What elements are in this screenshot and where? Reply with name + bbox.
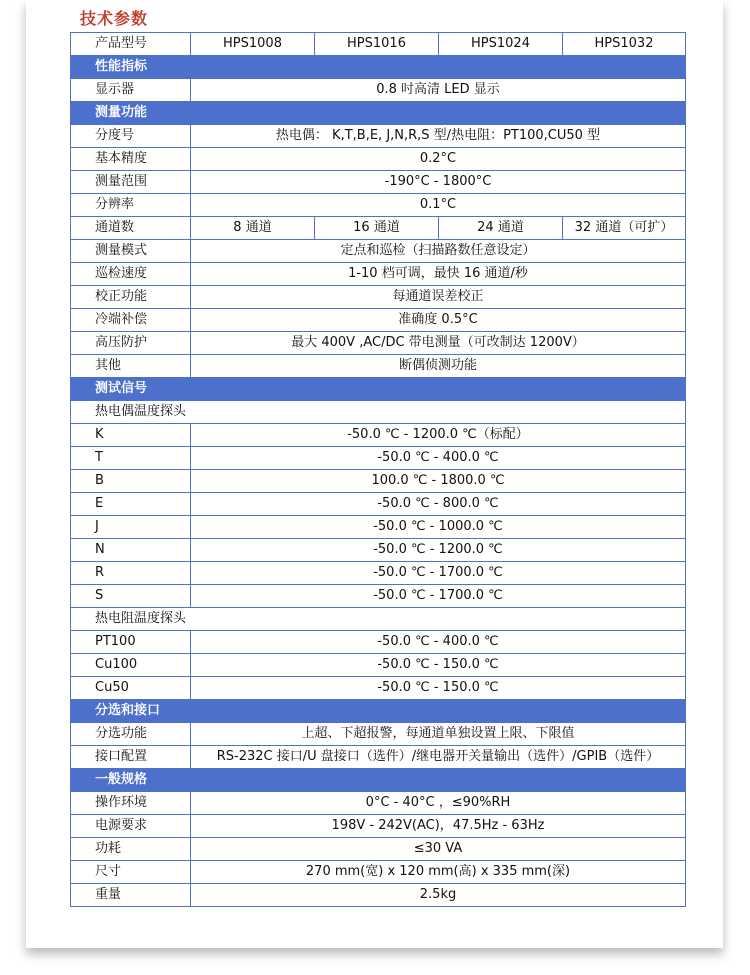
blank-cell bbox=[191, 401, 686, 424]
spec-row bbox=[71, 723, 686, 746]
spec-label: 校正功能 bbox=[71, 286, 191, 309]
probe-label: S bbox=[71, 585, 191, 608]
spec-value: 0.8 吋高清 LED 显示 bbox=[191, 79, 686, 102]
spec-row bbox=[71, 125, 686, 148]
section-header bbox=[71, 700, 686, 723]
spec-row bbox=[71, 792, 686, 815]
spec-row bbox=[71, 240, 686, 263]
model-cell: HPS1016 bbox=[315, 33, 439, 56]
probe-label: Cu100 bbox=[71, 654, 191, 677]
model-cell: HPS1032 bbox=[563, 33, 686, 56]
spec-row bbox=[71, 286, 686, 309]
probe-row bbox=[71, 631, 686, 654]
probe-row bbox=[71, 470, 686, 493]
spec-value: 热电偶： K,T,B,E, J,N,R,S 型/热电阻：PT100,CU50 型 bbox=[191, 125, 686, 148]
probe-row bbox=[71, 654, 686, 677]
spec-row bbox=[71, 815, 686, 838]
spec-table bbox=[70, 32, 686, 907]
probe-row bbox=[71, 539, 686, 562]
probe-label: K bbox=[71, 424, 191, 447]
spec-value: RS-232C 接口/U 盘接口（选件）/继电器开关量输出（选件）/GPIB（选件） bbox=[191, 746, 686, 769]
thermocouple-heading: 热电偶温度探头 bbox=[71, 401, 191, 424]
probe-range: -50.0 ℃ - 1700.0 ℃ bbox=[191, 585, 686, 608]
section-title-general: 一般规格 bbox=[71, 769, 686, 792]
model-row bbox=[71, 33, 686, 56]
spec-value: 0.1°C bbox=[191, 194, 686, 217]
probe-row bbox=[71, 424, 686, 447]
spec-label: 分度号 bbox=[71, 125, 191, 148]
spec-row bbox=[71, 79, 686, 102]
spec-label: 基本精度 bbox=[71, 148, 191, 171]
spec-value: 1-10 档可调，最快 16 通道/秒 bbox=[191, 263, 686, 286]
probe-row bbox=[71, 516, 686, 539]
probe-range: -50.0 ℃ - 400.0 ℃ bbox=[191, 447, 686, 470]
spec-label: 测量范围 bbox=[71, 171, 191, 194]
spec-label: 测量模式 bbox=[71, 240, 191, 263]
spec-value: 2.5kg bbox=[191, 884, 686, 907]
spec-value: 断偶侦测功能 bbox=[191, 355, 686, 378]
spec-value: 最大 400V ,AC/DC 带电测量（可改制达 1200V） bbox=[191, 332, 686, 355]
spec-label: 冷端补偿 bbox=[71, 309, 191, 332]
probe-range: -50.0 ℃ - 800.0 ℃ bbox=[191, 493, 686, 516]
rtd-heading: 热电阻温度探头 bbox=[71, 608, 191, 631]
subheading-row bbox=[71, 608, 686, 631]
probe-row bbox=[71, 562, 686, 585]
channel-cell: 8 通道 bbox=[191, 217, 315, 240]
channel-cell: 32 通道（可扩） bbox=[563, 217, 686, 240]
section-header bbox=[71, 102, 686, 125]
spec-row bbox=[71, 332, 686, 355]
spec-label: 功耗 bbox=[71, 838, 191, 861]
spec-row bbox=[71, 217, 686, 240]
probe-label: T bbox=[71, 447, 191, 470]
spec-label: 重量 bbox=[71, 884, 191, 907]
probe-label: PT100 bbox=[71, 631, 191, 654]
probe-range: -50.0 ℃ - 150.0 ℃ bbox=[191, 677, 686, 700]
probe-row bbox=[71, 585, 686, 608]
spec-label: 其他 bbox=[71, 355, 191, 378]
spec-row bbox=[71, 309, 686, 332]
spec-row bbox=[71, 355, 686, 378]
probe-range: -50.0 ℃ - 1200.0 ℃（标配） bbox=[191, 424, 686, 447]
spec-value: ≤30 VA bbox=[191, 838, 686, 861]
spec-label: 显示器 bbox=[71, 79, 191, 102]
subheading-row bbox=[71, 401, 686, 424]
page-title: 技术参数 bbox=[80, 9, 149, 28]
probe-range: -50.0 ℃ - 1200.0 ℃ bbox=[191, 539, 686, 562]
probe-row bbox=[71, 493, 686, 516]
spec-row bbox=[71, 194, 686, 217]
section-title-measurement: 测量功能 bbox=[71, 102, 686, 125]
probe-label: J bbox=[71, 516, 191, 539]
section-header bbox=[71, 378, 686, 401]
channel-cell: 24 通道 bbox=[439, 217, 563, 240]
probe-label: E bbox=[71, 493, 191, 516]
spec-value: 0.2°C bbox=[191, 148, 686, 171]
spec-value: -190°C - 1800°C bbox=[191, 171, 686, 194]
spec-row bbox=[71, 884, 686, 907]
spec-label: 操作环境 bbox=[71, 792, 191, 815]
section-title-performance: 性能指标 bbox=[71, 56, 686, 79]
probe-label: R bbox=[71, 562, 191, 585]
probe-label: N bbox=[71, 539, 191, 562]
spec-label: 通道数 bbox=[71, 217, 191, 240]
spec-label: 电源要求 bbox=[71, 815, 191, 838]
spec-row bbox=[71, 171, 686, 194]
spec-value: 准确度 0.5°C bbox=[191, 309, 686, 332]
spec-value: 270 mm(宽) x 120 mm(高) x 335 mm(深) bbox=[191, 861, 686, 884]
channel-cell: 16 通道 bbox=[315, 217, 439, 240]
probe-label: B bbox=[71, 470, 191, 493]
probe-range: -50.0 ℃ - 150.0 ℃ bbox=[191, 654, 686, 677]
spec-row bbox=[71, 838, 686, 861]
spec-value: 每通道误差校正 bbox=[191, 286, 686, 309]
spec-value: 上超、下超报警，每通道单独设置上限、下限值 bbox=[191, 723, 686, 746]
probe-range: 100.0 ℃ - 1800.0 ℃ bbox=[191, 470, 686, 493]
blank-cell bbox=[191, 608, 686, 631]
spec-label: 分选功能 bbox=[71, 723, 191, 746]
section-title-sorting: 分选和接口 bbox=[71, 700, 686, 723]
spec-row bbox=[71, 148, 686, 171]
probe-row bbox=[71, 677, 686, 700]
probe-range: -50.0 ℃ - 400.0 ℃ bbox=[191, 631, 686, 654]
spec-label: 巡检速度 bbox=[71, 263, 191, 286]
spec-value: 198V - 242V(AC)，47.5Hz - 63Hz bbox=[191, 815, 686, 838]
probe-range: -50.0 ℃ - 1700.0 ℃ bbox=[191, 562, 686, 585]
model-cell: HPS1008 bbox=[191, 33, 315, 56]
spec-label: 高压防护 bbox=[71, 332, 191, 355]
spec-value: 定点和巡检（扫描路数任意设定） bbox=[191, 240, 686, 263]
spec-row bbox=[71, 263, 686, 286]
probe-label: Cu50 bbox=[71, 677, 191, 700]
section-header bbox=[71, 56, 686, 79]
section-header bbox=[71, 769, 686, 792]
model-label: 产品型号 bbox=[71, 33, 191, 56]
section-title-test-signal: 测试信号 bbox=[71, 378, 686, 401]
model-cell: HPS1024 bbox=[439, 33, 563, 56]
spec-label: 接口配置 bbox=[71, 746, 191, 769]
spec-row bbox=[71, 746, 686, 769]
spec-row bbox=[71, 861, 686, 884]
probe-row bbox=[71, 447, 686, 470]
spec-value: 0°C - 40°C ，≤90%RH bbox=[191, 792, 686, 815]
probe-range: -50.0 ℃ - 1000.0 ℃ bbox=[191, 516, 686, 539]
spec-label: 尺寸 bbox=[71, 861, 191, 884]
spec-label: 分辨率 bbox=[71, 194, 191, 217]
